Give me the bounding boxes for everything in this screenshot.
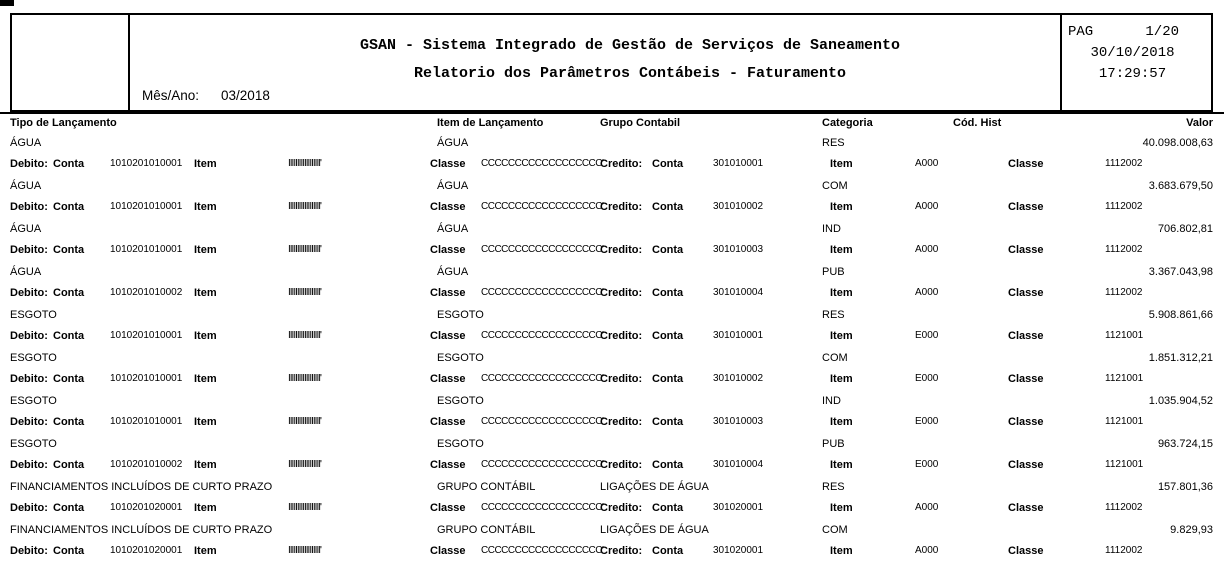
debito-classe-label: Classe <box>430 502 466 514</box>
credito-classe-label: Classe <box>1008 158 1044 170</box>
credito-conta-label: Conta <box>652 244 684 256</box>
debito-item-label: Item <box>194 545 217 557</box>
grupo-contabil-value: LIGAÇÕES DE ÁGUA <box>600 481 709 493</box>
page-value: 1/20 <box>1145 24 1179 40</box>
tipo-lancamento-value: ESGOTO <box>10 309 57 321</box>
credito-conta-label: Conta <box>652 158 684 170</box>
credito-classe-label: Classe <box>1008 201 1044 213</box>
credito-item-label: Item <box>830 201 853 213</box>
row-summary-line <box>0 262 1224 283</box>
row-detail-line <box>0 498 1224 520</box>
table-row <box>0 348 1224 391</box>
credito-label: Credito: <box>600 201 643 213</box>
debito-classe-value: CCCCCCCCCCCCCCCCCC' <box>481 373 604 384</box>
debito-conta-label: Conta <box>53 201 85 213</box>
credito-item-value: E000 <box>915 416 939 427</box>
debito-conta-label: Conta <box>53 416 85 428</box>
item-lancamento-value: GRUPO CONTÁBIL <box>437 481 536 493</box>
credito-conta-value: 301020001 <box>713 545 764 556</box>
debito-item-value: IIIIIIIIIIIIIIIIII' <box>288 373 321 384</box>
col-valor: Valor <box>1186 117 1213 129</box>
debito-label: Debito: <box>10 373 48 385</box>
debito-conta-value: 1010201020001 <box>110 502 183 513</box>
credito-label: Credito: <box>600 244 643 256</box>
row-detail-line <box>0 240 1224 262</box>
debito-item-value: IIIIIIIIIIIIIIIIII' <box>288 158 321 169</box>
debito-conta-label: Conta <box>53 459 85 471</box>
credito-conta-value: 301010004 <box>713 287 764 298</box>
row-summary-line <box>0 520 1224 541</box>
row-detail-line <box>0 455 1224 477</box>
table-row <box>0 133 1224 176</box>
debito-classe-label: Classe <box>430 201 466 213</box>
valor-value: 9.829,93 <box>1170 524 1213 536</box>
credito-label: Credito: <box>600 158 643 170</box>
debito-item-value: IIIIIIIIIIIIIIIIII' <box>288 416 321 427</box>
debito-item-value: IIIIIIIIIIIIIIIIII' <box>288 459 321 470</box>
credito-classe-value: 1112002 <box>1105 158 1143 169</box>
credito-conta-value: 301010003 <box>713 244 764 255</box>
credito-conta-label: Conta <box>652 330 684 342</box>
valor-value: 1.851.312,21 <box>1148 352 1213 364</box>
credito-conta-value: 301010002 <box>713 201 764 212</box>
row-summary-line <box>0 477 1224 498</box>
categoria-value: RES <box>822 137 845 149</box>
tipo-lancamento-value: ÁGUA <box>10 137 42 149</box>
page-label: PAG <box>1068 24 1094 40</box>
tipo-lancamento-value: ESGOTO <box>10 352 57 364</box>
credito-label: Credito: <box>600 545 643 557</box>
credito-classe-label: Classe <box>1008 459 1044 471</box>
credito-classe-value: 1121001 <box>1105 459 1144 470</box>
credito-classe-label: Classe <box>1008 287 1044 299</box>
debito-label: Debito: <box>10 416 48 428</box>
col-cod-hist: Cód. Hist <box>953 117 1002 129</box>
debito-item-label: Item <box>194 330 217 342</box>
debito-item-value: IIIIIIIIIIIIIIIIII' <box>288 287 321 298</box>
credito-label: Credito: <box>600 287 643 299</box>
credito-classe-label: Classe <box>1008 545 1044 557</box>
item-lancamento-value: ESGOTO <box>437 309 484 321</box>
debito-classe-value: CCCCCCCCCCCCCCCCCC' <box>481 502 604 513</box>
row-summary-line <box>0 305 1224 326</box>
credito-item-label: Item <box>830 330 853 342</box>
valor-value: 3.683.679,50 <box>1148 180 1213 192</box>
debito-item-value: IIIIIIIIIIIIIIIIII' <box>288 244 321 255</box>
item-lancamento-value: GRUPO CONTÁBIL <box>437 524 536 536</box>
debito-classe-value: CCCCCCCCCCCCCCCCCC' <box>481 416 604 427</box>
debito-label: Debito: <box>10 502 48 514</box>
credito-conta-value: 301010001 <box>713 158 764 169</box>
categoria-value: COM <box>822 180 848 192</box>
table-row <box>0 305 1224 348</box>
row-summary-line <box>0 176 1224 197</box>
table-row <box>0 391 1224 434</box>
categoria-value: PUB <box>822 266 845 278</box>
col-tipo-lancamento: Tipo de Lançamento <box>10 117 117 129</box>
row-detail-line <box>0 154 1224 176</box>
debito-conta-value: 1010201010001 <box>110 373 183 384</box>
debito-classe-label: Classe <box>430 287 466 299</box>
credito-label: Credito: <box>600 330 643 342</box>
credito-classe-value: 1112002 <box>1105 287 1143 298</box>
credito-label: Credito: <box>600 502 643 514</box>
credito-item-value: A000 <box>915 244 939 255</box>
debito-conta-value: 1010201010001 <box>110 416 183 427</box>
tipo-lancamento-value: ÁGUA <box>10 223 42 235</box>
row-summary-line <box>0 133 1224 154</box>
table-top-rule <box>0 112 1224 114</box>
credito-conta-label: Conta <box>652 416 684 428</box>
credito-conta-value: 301020001 <box>713 502 764 513</box>
table-column-headers <box>0 117 1224 133</box>
debito-label: Debito: <box>10 545 48 557</box>
credito-item-label: Item <box>830 502 853 514</box>
credito-conta-label: Conta <box>652 373 684 385</box>
credito-conta-label: Conta <box>652 502 684 514</box>
debito-item-value: IIIIIIIIIIIIIIIIII' <box>288 545 321 556</box>
row-summary-line <box>0 219 1224 240</box>
debito-label: Debito: <box>10 201 48 213</box>
table-row <box>0 520 1224 561</box>
debito-conta-label: Conta <box>53 287 85 299</box>
credito-item-label: Item <box>830 158 853 170</box>
page-number-line <box>1062 22 1211 43</box>
item-lancamento-value: ÁGUA <box>437 137 469 149</box>
credito-conta-value: 301010001 <box>713 330 764 341</box>
corner-artifact <box>0 0 14 6</box>
debito-item-label: Item <box>194 502 217 514</box>
report-header <box>10 13 1213 112</box>
credito-item-label: Item <box>830 459 853 471</box>
row-summary-line <box>0 348 1224 369</box>
categoria-value: IND <box>822 395 841 407</box>
debito-item-value: IIIIIIIIIIIIIIIIII' <box>288 330 321 341</box>
debito-item-value: IIIIIIIIIIIIIIIIII' <box>288 502 321 513</box>
credito-classe-value: 1121001 <box>1105 373 1144 384</box>
report-time: 17:29:57 <box>1098 66 1167 82</box>
table-row <box>0 176 1224 219</box>
credito-label: Credito: <box>600 373 643 385</box>
tipo-lancamento-value: ESGOTO <box>10 395 57 407</box>
credito-classe-value: 1121001 <box>1105 416 1144 427</box>
row-summary-line <box>0 434 1224 455</box>
credito-label: Credito: <box>600 416 643 428</box>
debito-classe-value: CCCCCCCCCCCCCCCCCC' <box>481 244 604 255</box>
debito-label: Debito: <box>10 244 48 256</box>
col-categoria: Categoria <box>822 117 873 129</box>
table-row <box>0 434 1224 477</box>
table-row <box>0 477 1224 520</box>
credito-classe-label: Classe <box>1008 244 1044 256</box>
debito-conta-value: 1010201020001 <box>110 545 183 556</box>
month-year-value: 03/2018 <box>221 88 270 103</box>
debito-conta-value: 1010201010001 <box>110 330 183 341</box>
credito-label: Credito: <box>600 459 643 471</box>
debito-conta-value: 1010201010001 <box>110 158 183 169</box>
credito-item-value: A000 <box>915 201 939 212</box>
debito-item-label: Item <box>194 416 217 428</box>
debito-item-label: Item <box>194 287 217 299</box>
credito-item-value: E000 <box>915 459 939 470</box>
debito-conta-label: Conta <box>53 373 85 385</box>
debito-classe-label: Classe <box>430 545 466 557</box>
debito-conta-label: Conta <box>53 158 85 170</box>
debito-conta-label: Conta <box>53 502 85 514</box>
credito-conta-value: 301010003 <box>713 416 764 427</box>
debito-item-label: Item <box>194 373 217 385</box>
valor-value: 963.724,15 <box>1157 438 1213 450</box>
credito-item-value: A000 <box>915 502 939 513</box>
credito-conta-value: 301010004 <box>713 459 764 470</box>
month-year-label: Mês/Ano: <box>142 88 200 103</box>
tipo-lancamento-value: ÁGUA <box>10 266 42 278</box>
row-summary-line <box>0 391 1224 412</box>
credito-classe-label: Classe <box>1008 373 1044 385</box>
debito-classe-value: CCCCCCCCCCCCCCCCCC' <box>481 201 604 212</box>
debito-conta-value: 1010201010002 <box>110 459 183 470</box>
credito-item-label: Item <box>830 545 853 557</box>
debito-conta-value: 1010201010001 <box>110 201 183 212</box>
report-title: GSAN - Sistema Integrado de Gestão de Serviços de Saneamento <box>359 37 901 54</box>
debito-label: Debito: <box>10 158 48 170</box>
debito-classe-label: Classe <box>430 158 466 170</box>
month-year <box>142 88 270 103</box>
credito-item-label: Item <box>830 287 853 299</box>
item-lancamento-value: ESGOTO <box>437 352 484 364</box>
credito-conta-label: Conta <box>652 287 684 299</box>
valor-value: 1.035.904,52 <box>1148 395 1213 407</box>
debito-item-label: Item <box>194 158 217 170</box>
item-lancamento-value: ESGOTO <box>437 395 484 407</box>
categoria-value: PUB <box>822 438 845 450</box>
item-lancamento-value: ÁGUA <box>437 180 469 192</box>
row-detail-line <box>0 412 1224 434</box>
table-row <box>0 262 1224 305</box>
credito-classe-value: 1112002 <box>1105 545 1143 556</box>
debito-label: Debito: <box>10 287 48 299</box>
tipo-lancamento-value: FINANCIAMENTOS INCLUÍDOS DE CURTO PRAZO <box>10 524 273 536</box>
debito-item-label: Item <box>194 459 217 471</box>
debito-classe-label: Classe <box>430 416 466 428</box>
debito-conta-label: Conta <box>53 244 85 256</box>
credito-classe-label: Classe <box>1008 502 1044 514</box>
credito-classe-value: 1112002 <box>1105 502 1143 513</box>
tipo-lancamento-value: FINANCIAMENTOS INCLUÍDOS DE CURTO PRAZO <box>10 481 273 493</box>
col-item-lancamento: Item de Lançamento <box>437 117 544 129</box>
debito-classe-label: Classe <box>430 244 466 256</box>
valor-value: 157.801,36 <box>1157 481 1213 493</box>
valor-value: 40.098.008,63 <box>1142 137 1213 149</box>
debito-classe-value: CCCCCCCCCCCCCCCCCC' <box>481 158 604 169</box>
table-row <box>0 219 1224 262</box>
debito-classe-label: Classe <box>430 459 466 471</box>
report-date: 30/10/2018 <box>1090 45 1175 61</box>
row-detail-line <box>0 541 1224 561</box>
tipo-lancamento-value: ESGOTO <box>10 438 57 450</box>
credito-classe-value: 1112002 <box>1105 244 1143 255</box>
item-lancamento-value: ÁGUA <box>437 266 469 278</box>
credito-item-value: E000 <box>915 330 939 341</box>
debito-item-label: Item <box>194 244 217 256</box>
row-detail-line <box>0 369 1224 391</box>
debito-conta-label: Conta <box>53 545 85 557</box>
debito-label: Debito: <box>10 459 48 471</box>
categoria-value: COM <box>822 352 848 364</box>
categoria-value: RES <box>822 309 845 321</box>
debito-conta-value: 1010201010002 <box>110 287 183 298</box>
categoria-value: IND <box>822 223 841 235</box>
credito-classe-value: 1112002 <box>1105 201 1143 212</box>
page-info-box <box>1060 15 1211 110</box>
credito-item-value: A000 <box>915 545 939 556</box>
report-subtitle: Relatorio dos Parâmetros Contábeis - Faturamento <box>413 65 847 82</box>
debito-classe-value: CCCCCCCCCCCCCCCCCC' <box>481 330 604 341</box>
credito-classe-label: Classe <box>1008 416 1044 428</box>
row-detail-line <box>0 283 1224 305</box>
credito-item-label: Item <box>830 244 853 256</box>
logo-area <box>12 15 130 110</box>
credito-conta-label: Conta <box>652 201 684 213</box>
debito-classe-value: CCCCCCCCCCCCCCCCCC' <box>481 287 604 298</box>
valor-value: 5.908.861,66 <box>1148 309 1213 321</box>
credito-conta-label: Conta <box>652 459 684 471</box>
credito-item-value: E000 <box>915 373 939 384</box>
row-detail-line <box>0 197 1224 219</box>
credito-item-label: Item <box>830 373 853 385</box>
header-title-area <box>130 15 1060 110</box>
debito-classe-label: Classe <box>430 373 466 385</box>
table-body <box>0 133 1224 561</box>
valor-value: 3.367.043,98 <box>1148 266 1213 278</box>
debito-classe-value: CCCCCCCCCCCCCCCCCC' <box>481 545 604 556</box>
col-grupo-contabil: Grupo Contabil <box>600 117 681 129</box>
tipo-lancamento-value: ÁGUA <box>10 180 42 192</box>
credito-classe-label: Classe <box>1008 330 1044 342</box>
categoria-value: RES <box>822 481 845 493</box>
credito-item-value: A000 <box>915 158 939 169</box>
item-lancamento-value: ÁGUA <box>437 223 469 235</box>
debito-label: Debito: <box>10 330 48 342</box>
grupo-contabil-value: LIGAÇÕES DE ÁGUA <box>600 524 709 536</box>
credito-classe-value: 1121001 <box>1105 330 1144 341</box>
debito-classe-label: Classe <box>430 330 466 342</box>
debito-item-value: IIIIIIIIIIIIIIIIII' <box>288 201 321 212</box>
debito-conta-label: Conta <box>53 330 85 342</box>
debito-conta-value: 1010201010001 <box>110 244 183 255</box>
credito-item-value: A000 <box>915 287 939 298</box>
credito-conta-value: 301010002 <box>713 373 764 384</box>
credito-item-label: Item <box>830 416 853 428</box>
row-detail-line <box>0 326 1224 348</box>
categoria-value: COM <box>822 524 848 536</box>
debito-item-label: Item <box>194 201 217 213</box>
credito-conta-label: Conta <box>652 545 684 557</box>
valor-value: 706.802,81 <box>1157 223 1213 235</box>
debito-classe-value: CCCCCCCCCCCCCCCCCC' <box>481 459 604 470</box>
item-lancamento-value: ESGOTO <box>437 438 484 450</box>
